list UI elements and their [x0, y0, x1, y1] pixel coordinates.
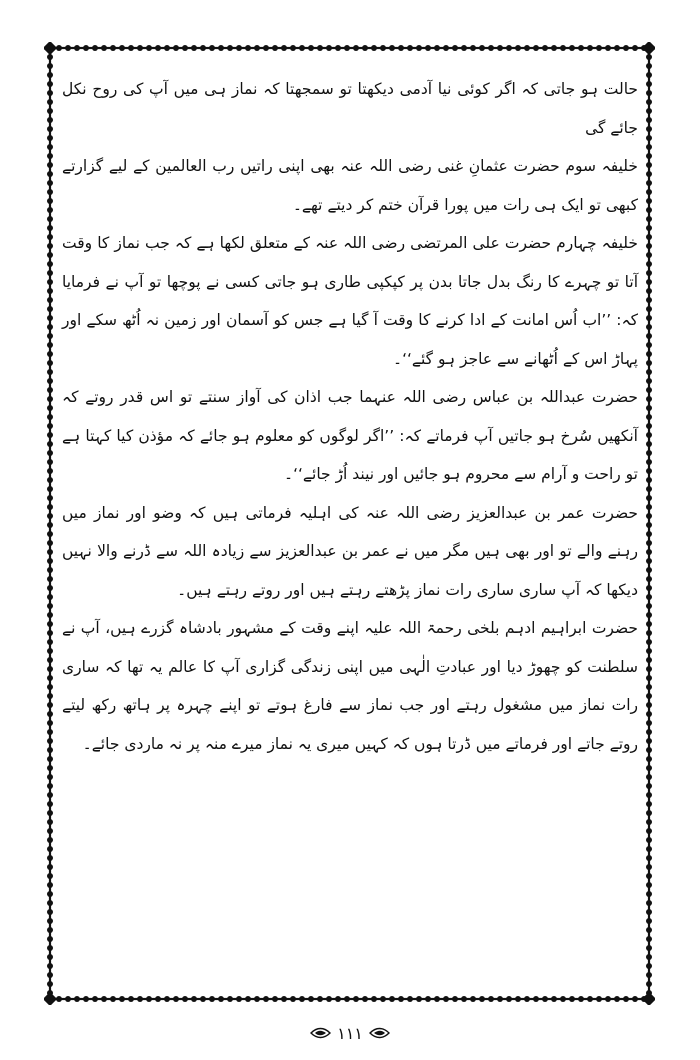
- page-footer: [0, 1018, 700, 1048]
- paragraph: خلیفہ سوم حضرت عثمانِ غنی رضی اللہ عنہ بھی اپنی راتیں رب العالمین کے لیے گزارتے کبھی تو ایک ہی رات میں پورا قرآن ختم کر دیتے تھے۔: [62, 157, 638, 214]
- paragraph: حالت ہو جاتی کہ اگر کوئی نیا آدمی دیکھتا تو سمجھتا کہ نماز ہی میں آپ کی روح نکل جائے گی: [62, 80, 638, 137]
- page-number: ۱۱۱: [337, 1023, 363, 1043]
- left-ornament-icon: [309, 1026, 331, 1040]
- paragraph: حضرت عمر بن عبدالعزیز رضی اللہ عنہ کی اہلیہ فرماتی ہیں کہ وضو اور نماز میں رہنے والے تو اور بھی ہیں مگر میں نے عمر بن عبدالعزیز سے زیادہ اللہ سے ڈرنے والا نہیں دیکھا کہ آپ ساری ساری رات نماز پڑھتے رہتے ہیں اور روتے رہتے ہیں۔: [62, 503, 638, 599]
- paragraph: حضرت عبداللہ بن عباس رضی اللہ عنہما جب اذان کی آواز سنتے تو اس قدر روتے کہ آنکھیں سُرخ ہو جاتیں آپ فرماتے کہ: ’’اگر لوگوں کو معلوم ہو جائے کہ مؤذن کیا کہتا ہے تو راحت و آرام سے محروم ہو جائیں اور نیند اُڑ جائے‘‘۔: [62, 388, 638, 483]
- paragraph: خلیفہ چہارم حضرت علی المرتضی رضی اللہ عنہ کے متعلق لکھا ہے کہ جب نماز کا وقت آتا تو چہرے کا رنگ بدل جاتا بدن پر کپکپی طاری ہو جاتی کسی نے پوچھا تو آپ نے فرمایا کہ: ’’اب اُس امانت کے ادا کرنے کا وقت آ گیا ہے جس کو آسمان اور زمین نہ اُٹھ سکے اور پہاڑ اس کے اُٹھانے سے عاجز ہو گئے‘‘۔: [62, 234, 638, 368]
- right-ornament-icon: [369, 1026, 391, 1040]
- page-body: [62, 70, 638, 763]
- paragraph: حضرت ابراہیم ادہم بلخی رحمۃ اللہ علیہ اپنے وقت کے مشہور بادشاہ گزرے ہیں، آپ نے سلطنت کو چھوڑ دیا اور عبادتِ الٰہی میں اپنی زندگی گزاری آپ کا عالم یہ تھا کہ ساری رات نماز میں مشغول رہتے اور جب نماز سے فارغ ہوتے تو اپنے چہرہ پر ہاتھ رکھ لیتے روتے جاتے اور فرماتے میں ڈرتا ہوں کہ کہیں میری یہ نماز میرے منہ پر نہ ماردی جائے۔: [62, 619, 638, 753]
